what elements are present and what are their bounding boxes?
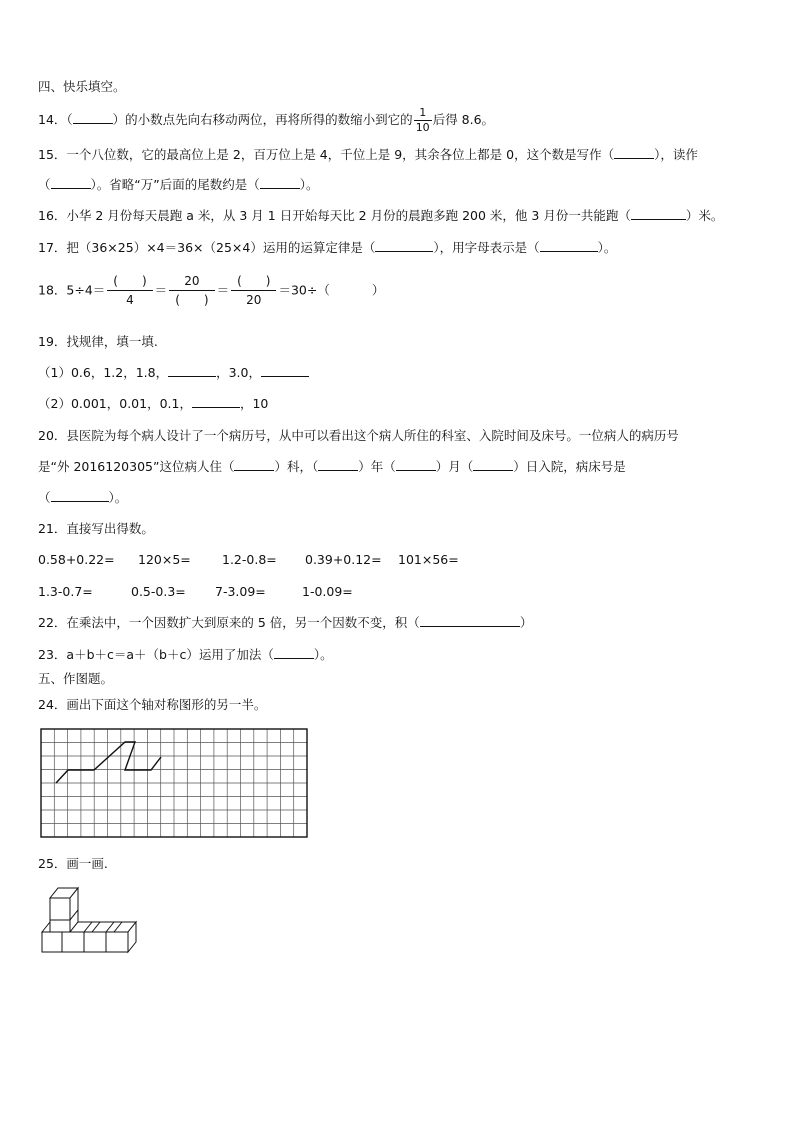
cube-front	[106, 932, 128, 952]
question-19-part-1	[38, 365, 309, 381]
grid-lines	[41, 729, 307, 837]
q20-text: 是“外 2016120305”这位病人住（	[38, 459, 235, 474]
q20-bed-blank[interactable]	[51, 490, 109, 502]
q14-fraction-denominator: 10	[415, 121, 430, 134]
question-17	[38, 240, 616, 256]
q22-text: 22．在乘法中，一个因数扩大到原来的 5 倍，另一个因数不变，积（	[38, 615, 420, 630]
cube-stack-figure	[38, 884, 138, 956]
q18-f1-numerator[interactable]: ( )	[107, 272, 152, 291]
q18-fraction-3[interactable]	[231, 272, 276, 309]
q18-fraction-1[interactable]	[107, 272, 152, 309]
q20-text-4: ）月（	[435, 459, 474, 474]
question-15-line-2	[38, 177, 318, 193]
symmetry-grid-figure[interactable]	[40, 728, 310, 840]
q15-text-end: ）。	[299, 177, 319, 192]
question-19-title: 19．找规律，填一填.	[38, 334, 158, 349]
q19-s2-blank[interactable]	[192, 396, 240, 408]
question-20-line-2	[38, 459, 626, 475]
q20-text-5: ）日入院，病床号是	[513, 459, 626, 474]
question-25-title: 25．画一画.	[38, 856, 108, 871]
q16-text-end: ）米。	[685, 208, 724, 223]
q19-s1-blank-1[interactable]	[168, 365, 216, 377]
q19-s1-text: （1）0.6，1.2，1.8，	[38, 365, 169, 380]
q18-equals-2: ＝	[216, 282, 230, 298]
q18-f3-denominator: 20	[246, 293, 262, 307]
cube-top	[70, 922, 136, 932]
q18-f3-numerator[interactable]: ( )	[231, 272, 276, 291]
q18-f1-denominator: 4	[126, 293, 134, 307]
calc-item: 7-3.09=	[215, 584, 266, 599]
q14-fraction-numerator: 1	[414, 106, 432, 121]
calc-item: 101×56=	[398, 552, 459, 567]
q15-read-blank[interactable]	[51, 177, 91, 189]
q14-fraction	[414, 106, 432, 135]
question-19-part-2	[38, 396, 268, 412]
question-20-line-3	[38, 490, 127, 506]
calc-item: 0.5-0.3=	[131, 584, 186, 599]
cube-front	[50, 920, 70, 932]
q23-text-end: ）。	[313, 647, 333, 662]
q17-letters-blank[interactable]	[540, 240, 598, 252]
q17-law-blank[interactable]	[375, 240, 433, 252]
q15-write-blank[interactable]	[614, 147, 654, 159]
cube-top	[42, 922, 50, 932]
cube-front	[42, 932, 62, 952]
calc-item: 1.2-0.8=	[222, 552, 277, 567]
q23-answer-blank[interactable]	[274, 647, 314, 659]
q18-equals-1: ＝	[154, 282, 168, 298]
q19-s2-text: （2）0.001，0.01，0.1，	[38, 396, 192, 411]
q20-paren-open: （	[38, 490, 51, 505]
q14-text-end: 后得 8.6。	[432, 112, 495, 127]
cube-front	[84, 932, 106, 952]
q20-text-end: ）。	[108, 490, 128, 505]
q19-s1-text-2: ，3.0，	[216, 365, 261, 380]
q15-text-3: ）。省略“万”后面的尾数约是（	[90, 177, 260, 192]
q18-text: 18．5÷4＝	[38, 282, 106, 298]
q19-s1-blank-2[interactable]	[261, 365, 309, 377]
question-20-line-1: 20．县医院为每个病人设计了一个病历号，从中可以看出这个病人所住的科室、入院时间及床号。一位病人的病历号	[38, 428, 679, 443]
q15-text-2: ），读作	[654, 147, 698, 162]
q17-text-2: ），用字母表示是（	[433, 240, 540, 255]
calc-item: 1.3-0.7=	[38, 584, 93, 599]
q18-f2-numerator: 20	[169, 272, 214, 291]
q23-text: 23．a＋b＋c＝a＋（b＋c）运用了加法（	[38, 647, 274, 662]
q14-number: 14．	[38, 112, 67, 127]
half-shape-outline	[56, 742, 161, 783]
q20-dept-blank[interactable]	[234, 459, 274, 471]
q16-answer-blank[interactable]	[631, 208, 686, 220]
question-18	[38, 272, 384, 309]
q18-f2-denominator[interactable]: ( )	[175, 293, 209, 307]
q18-fraction-2[interactable]	[169, 272, 214, 309]
q15-text: 15．一个八位数，它的最高位上是 2，百万位上是 4，千位上是 9，其余各位上都是 0，这个数是写作（	[38, 147, 615, 162]
cube-front	[62, 932, 84, 952]
q17-text-end: ）。	[597, 240, 617, 255]
question-15-line-1	[38, 147, 698, 163]
calc-item: 0.39+0.12=	[305, 552, 382, 567]
q14-answer-blank[interactable]	[73, 112, 113, 124]
q20-year-blank[interactable]	[318, 459, 358, 471]
q22-answer-blank[interactable]	[420, 615, 520, 627]
question-14	[38, 106, 494, 135]
section-heading-fill: 四、快乐填空。	[38, 79, 126, 94]
question-24-title: 24．画出下面这个轴对称图形的另一半。	[38, 697, 267, 712]
question-21-title: 21．直接写出得数。	[38, 521, 154, 536]
question-16	[38, 208, 723, 224]
q16-text: 16．小华 2 月份每天晨跑 a 米，从 3 月 1 日开始每天比 2 月份的晨跑多跑 200 米，他 3 月份一共能跑（	[38, 208, 631, 223]
section-heading-draw: 五、作图题。	[38, 671, 114, 686]
q22-paren-close: ）	[519, 615, 533, 630]
q18-text-2: ＝30÷（	[278, 282, 330, 298]
q15-paren-open: （	[38, 177, 51, 192]
calc-item: 0.58+0.22=	[38, 552, 115, 567]
q19-s2-text-2: ，10	[239, 396, 269, 411]
q20-day-blank[interactable]	[473, 459, 513, 471]
q14-text: ）的小数点先向右移动两位，再将所得的数缩小到它的	[112, 112, 413, 127]
question-23	[38, 647, 333, 663]
cube-front	[50, 898, 70, 920]
q17-text: 17．把（36×25）×4＝36×（25×4）运用的运算定律是（	[38, 240, 376, 255]
question-22	[38, 615, 532, 631]
calc-item: 120×5=	[138, 552, 191, 567]
q14-paren-open: （	[66, 112, 73, 127]
q18-paren-close: ）	[371, 282, 385, 298]
calc-item: 1-0.09=	[302, 584, 353, 599]
q15-round-blank[interactable]	[260, 177, 300, 189]
q18-answer-blank[interactable]	[330, 282, 372, 300]
q20-text-3: ）年（	[358, 459, 396, 474]
q20-text-2: ）科，（	[274, 459, 319, 474]
q20-month-blank[interactable]	[396, 459, 436, 471]
